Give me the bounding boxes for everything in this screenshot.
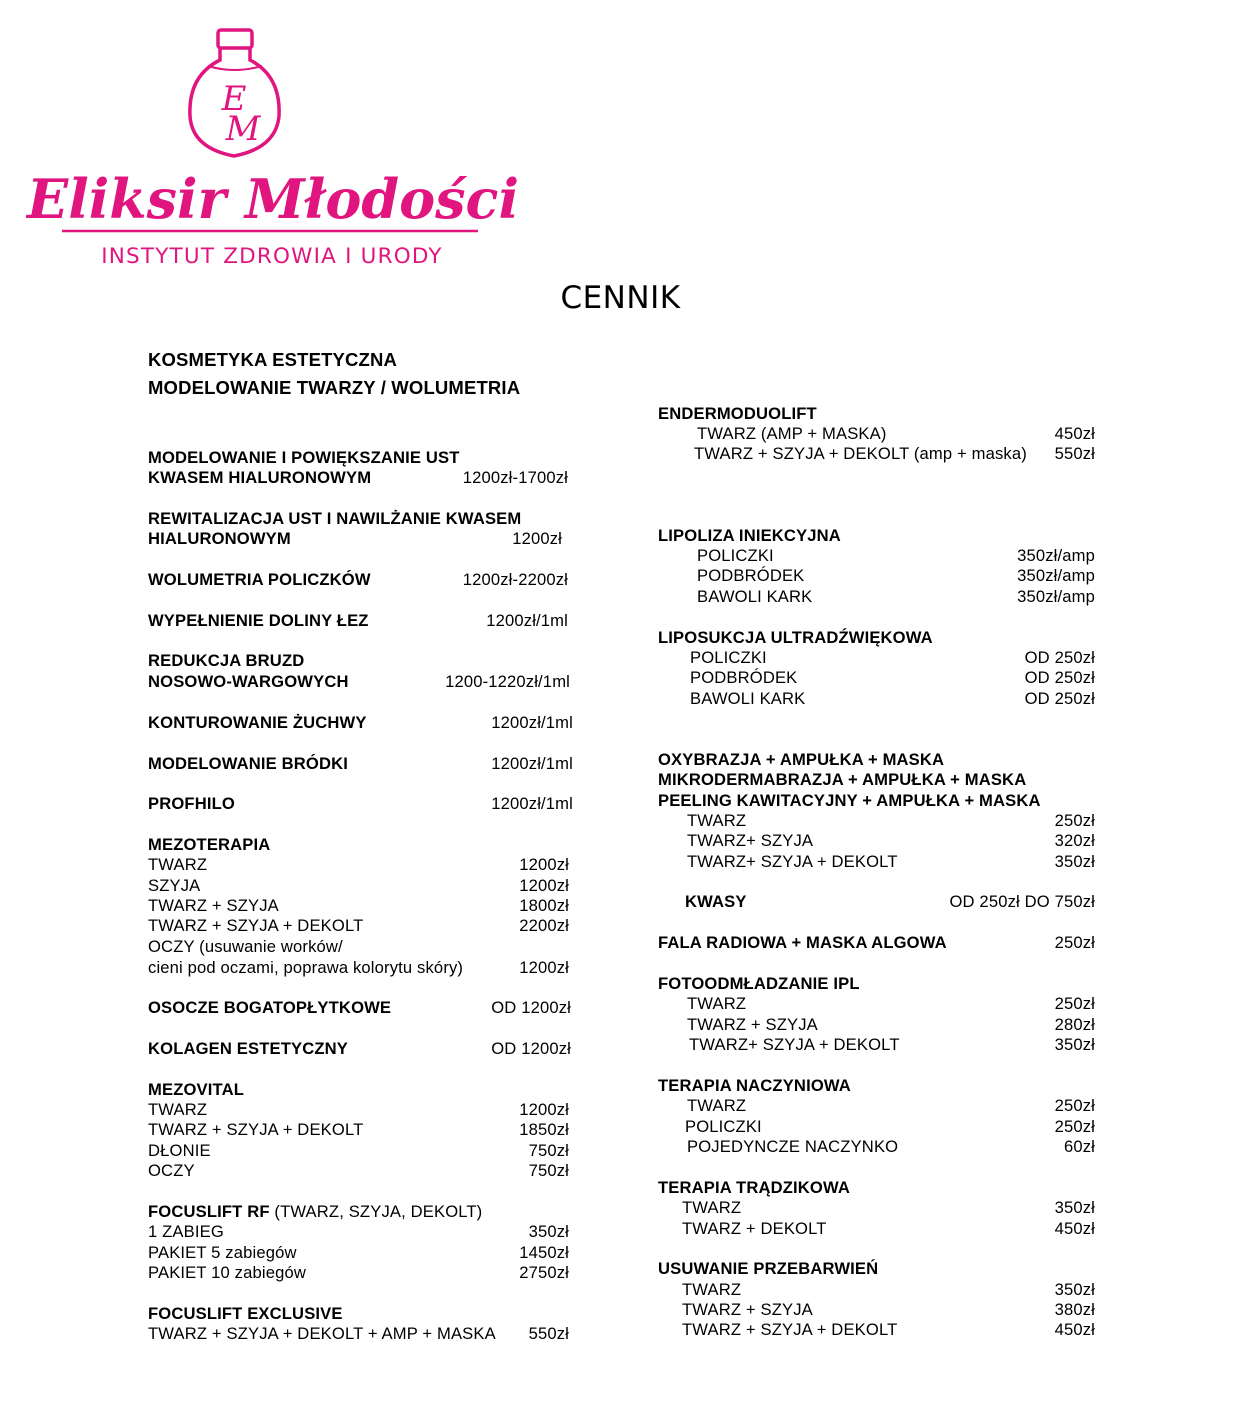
service-price: 350zł [1054, 1198, 1095, 1217]
service-item: OCZY (usuwanie worków/ [148, 937, 343, 956]
service-item: PAKIET 10 zabiegów [148, 1263, 306, 1282]
service-price: 1200zł/1ml [491, 794, 573, 813]
service-item: PODBRÓDEK [697, 566, 805, 585]
service-item: POLICZKI [690, 648, 767, 667]
service-price: 2200zł [519, 916, 569, 935]
service-price: 350zł/amp [1017, 587, 1095, 606]
service-name: NOSOWO-WARGOWYCH [148, 672, 349, 691]
service-price: 350zł/amp [1017, 566, 1095, 585]
service-item: BAWOLI KARK [697, 587, 813, 606]
service-price: 250zł [1054, 1117, 1095, 1136]
service-name: WOLUMETRIA POLICZKÓW [148, 570, 371, 589]
service-name: REWITALIZACJA UST I NAWILŻANIE KWASEM [148, 509, 522, 528]
brand-logo [27, 26, 519, 271]
service-price: 450zł [1054, 1219, 1095, 1238]
service-item: TWARZ + SZYJA [682, 1300, 813, 1319]
service-name: REDUKCJA BRUZD [148, 651, 305, 670]
service-item: TWARZ + SZYJA [148, 896, 279, 915]
service-price: 1200zł [519, 1100, 569, 1119]
service-group-title: OXYBRAZJA + AMPUŁKA + MASKA [658, 750, 945, 769]
service-price: 1200-1220zł/1ml [445, 672, 570, 691]
service-item: 1 ZABIEG [148, 1222, 224, 1241]
service-group-title: MEZOTERAPIA [148, 835, 271, 854]
service-price: 350zł [1054, 1035, 1095, 1054]
service-group-title: TERAPIA TRĄDZIKOWA [658, 1178, 850, 1197]
service-item: TWARZ+ SZYJA [687, 831, 814, 850]
section-subheading: MODELOWANIE TWARZY / WOLUMETRIA [148, 377, 521, 398]
service-price: 320zł [1054, 831, 1095, 850]
service-item: TWARZ [687, 811, 747, 830]
service-group-title: LIPOLIZA INIEKCYJNA [658, 526, 841, 545]
service-price: 750zł [528, 1141, 569, 1160]
service-item: TWARZ [687, 1096, 747, 1115]
service-item: POJEDYNCZE NACZYNKO [687, 1137, 899, 1156]
service-item: POLICZKI [685, 1117, 762, 1136]
service-name: OSOCZE BOGATOPŁYTKOWE [148, 998, 392, 1017]
service-item: TWARZ [682, 1280, 742, 1299]
service-price: 550zł [528, 1324, 569, 1343]
service-price: 550zł [1054, 444, 1095, 463]
service-group-note: (TWARZ, SZYJA, DEKOLT) [269, 1202, 483, 1221]
service-group-title: FOCUSLIFT EXCLUSIVE [148, 1304, 343, 1323]
service-price: 1800zł [519, 896, 569, 915]
service-item: TWARZ+ SZYJA + DEKOLT [689, 1035, 900, 1054]
service-price: 1850zł [519, 1120, 569, 1139]
service-price: OD 1200zł [491, 998, 571, 1017]
service-name: KWASY [685, 892, 747, 911]
service-item: TWARZ [682, 1198, 742, 1217]
service-group-title: MEZOVITAL [148, 1080, 244, 1099]
monogram-e: E [221, 79, 247, 119]
service-name: MODELOWANIE I POWIĘKSZANIE UST [148, 448, 460, 467]
service-price: 350zł [1054, 1280, 1095, 1299]
service-price: 350zł/amp [1017, 546, 1095, 565]
service-item: TWARZ + DEKOLT [682, 1219, 827, 1238]
service-item: TWARZ [148, 855, 208, 874]
service-item: TWARZ + SZYJA + DEKOLT [148, 1120, 364, 1139]
brand-tagline: INSTYTUT ZDROWIA I URODY [101, 244, 443, 269]
service-item: TWARZ + SZYJA + DEKOLT [682, 1320, 898, 1339]
service-item: POLICZKI [697, 546, 774, 565]
service-item: SZYJA [148, 876, 201, 895]
service-price: 1200zł/1ml [491, 713, 573, 732]
monogram-m: M [225, 109, 261, 149]
service-price: 350zł [528, 1222, 569, 1241]
service-item: TWARZ + SZYJA + DEKOLT [148, 916, 364, 935]
service-group-title: ENDERMODUOLIFT [658, 404, 817, 423]
service-item: TWARZ [687, 994, 747, 1013]
service-price: 250zł [1054, 933, 1095, 952]
service-group-title: LIPOSUKCJA ULTRADŹWIĘKOWA [658, 628, 933, 647]
service-item: DŁONIE [148, 1141, 211, 1160]
service-price: OD 250zł [1024, 689, 1095, 708]
service-group-name: FOCUSLIFT RF [148, 1202, 270, 1221]
service-item: BAWOLI KARK [690, 689, 806, 708]
service-group-title: PEELING KAWITACYJNY + AMPUŁKA + MASKA [658, 791, 1041, 810]
service-group-title: USUWANIE PRZEBARWIEŃ [658, 1259, 879, 1278]
service-name: HIALURONOWYM [148, 529, 291, 548]
service-price: 1200zł/1ml [486, 611, 568, 630]
service-item: PODBRÓDEK [690, 668, 798, 687]
service-price: OD 250zł DO 750zł [949, 892, 1095, 911]
service-price: 450zł [1054, 424, 1095, 443]
service-group-title [148, 1202, 482, 1222]
service-price: 1200zł [519, 958, 569, 977]
service-item: OCZY [148, 1161, 195, 1180]
service-name: PROFHILO [148, 794, 235, 813]
brand-name: Eliksir Młodości [27, 167, 519, 231]
service-price: 750zł [528, 1161, 569, 1180]
service-name: KONTUROWANIE ŻUCHWY [148, 713, 367, 732]
service-item: TWARZ+ SZYJA + DEKOLT [687, 852, 898, 871]
service-item: PAKIET 5 zabiegów [148, 1243, 297, 1262]
service-item: TWARZ [148, 1100, 208, 1119]
service-price: OD 250zł [1024, 668, 1095, 687]
service-price: 2750zł [519, 1263, 569, 1282]
service-price: 1200zł-1700zł [462, 468, 568, 487]
service-item: TWARZ + SZYJA + DEKOLT (amp + maska) [694, 444, 1027, 463]
service-name: KOLAGEN ESTETYCZNY [148, 1039, 348, 1058]
service-item: TWARZ + SZYJA [687, 1015, 818, 1034]
service-group-title: TERAPIA NACZYNIOWA [658, 1076, 851, 1095]
service-price: 280zł [1054, 1015, 1095, 1034]
service-price: 380zł [1054, 1300, 1095, 1319]
service-item: cieni pod oczami, poprawa kolorytu skóry) [148, 958, 464, 977]
service-item: TWARZ (AMP + MASKA) [697, 424, 887, 443]
service-group-title: MIKRODERMABRAZJA + AMPUŁKA + MASKA [658, 770, 1027, 789]
service-price: 1450zł [519, 1243, 569, 1262]
service-price: OD 250zł [1024, 648, 1095, 667]
service-name: FALA RADIOWA + MASKA ALGOWA [658, 933, 947, 952]
page-title: CENNIK [560, 280, 681, 316]
service-name: MODELOWANIE BRÓDKI [148, 754, 348, 773]
service-price: 450zł [1054, 1320, 1095, 1339]
service-price: 1200zł [512, 529, 562, 548]
service-name: KWASEM HIALURONOWYM [148, 468, 372, 487]
service-price: 250zł [1054, 811, 1095, 830]
service-price: 1200zł [519, 855, 569, 874]
service-price: 60zł [1063, 1137, 1095, 1156]
service-price: 350zł [1054, 852, 1095, 871]
service-group-title: FOTOODMŁADZANIE IPL [658, 974, 860, 993]
service-price: 250zł [1054, 1096, 1095, 1115]
service-price: OD 1200zł [491, 1039, 571, 1058]
service-price: 1200zł-2200zł [462, 570, 568, 589]
service-item: TWARZ + SZYJA + DEKOLT + AMP + MASKA [148, 1324, 496, 1343]
service-price: 1200zł/1ml [491, 754, 573, 773]
service-price: 250zł [1054, 994, 1095, 1013]
service-name: WYPEŁNIENIE DOLINY ŁEZ [148, 611, 369, 630]
section-heading: KOSMETYKA ESTETYCZNA [148, 349, 397, 370]
service-price: 1200zł [519, 876, 569, 895]
